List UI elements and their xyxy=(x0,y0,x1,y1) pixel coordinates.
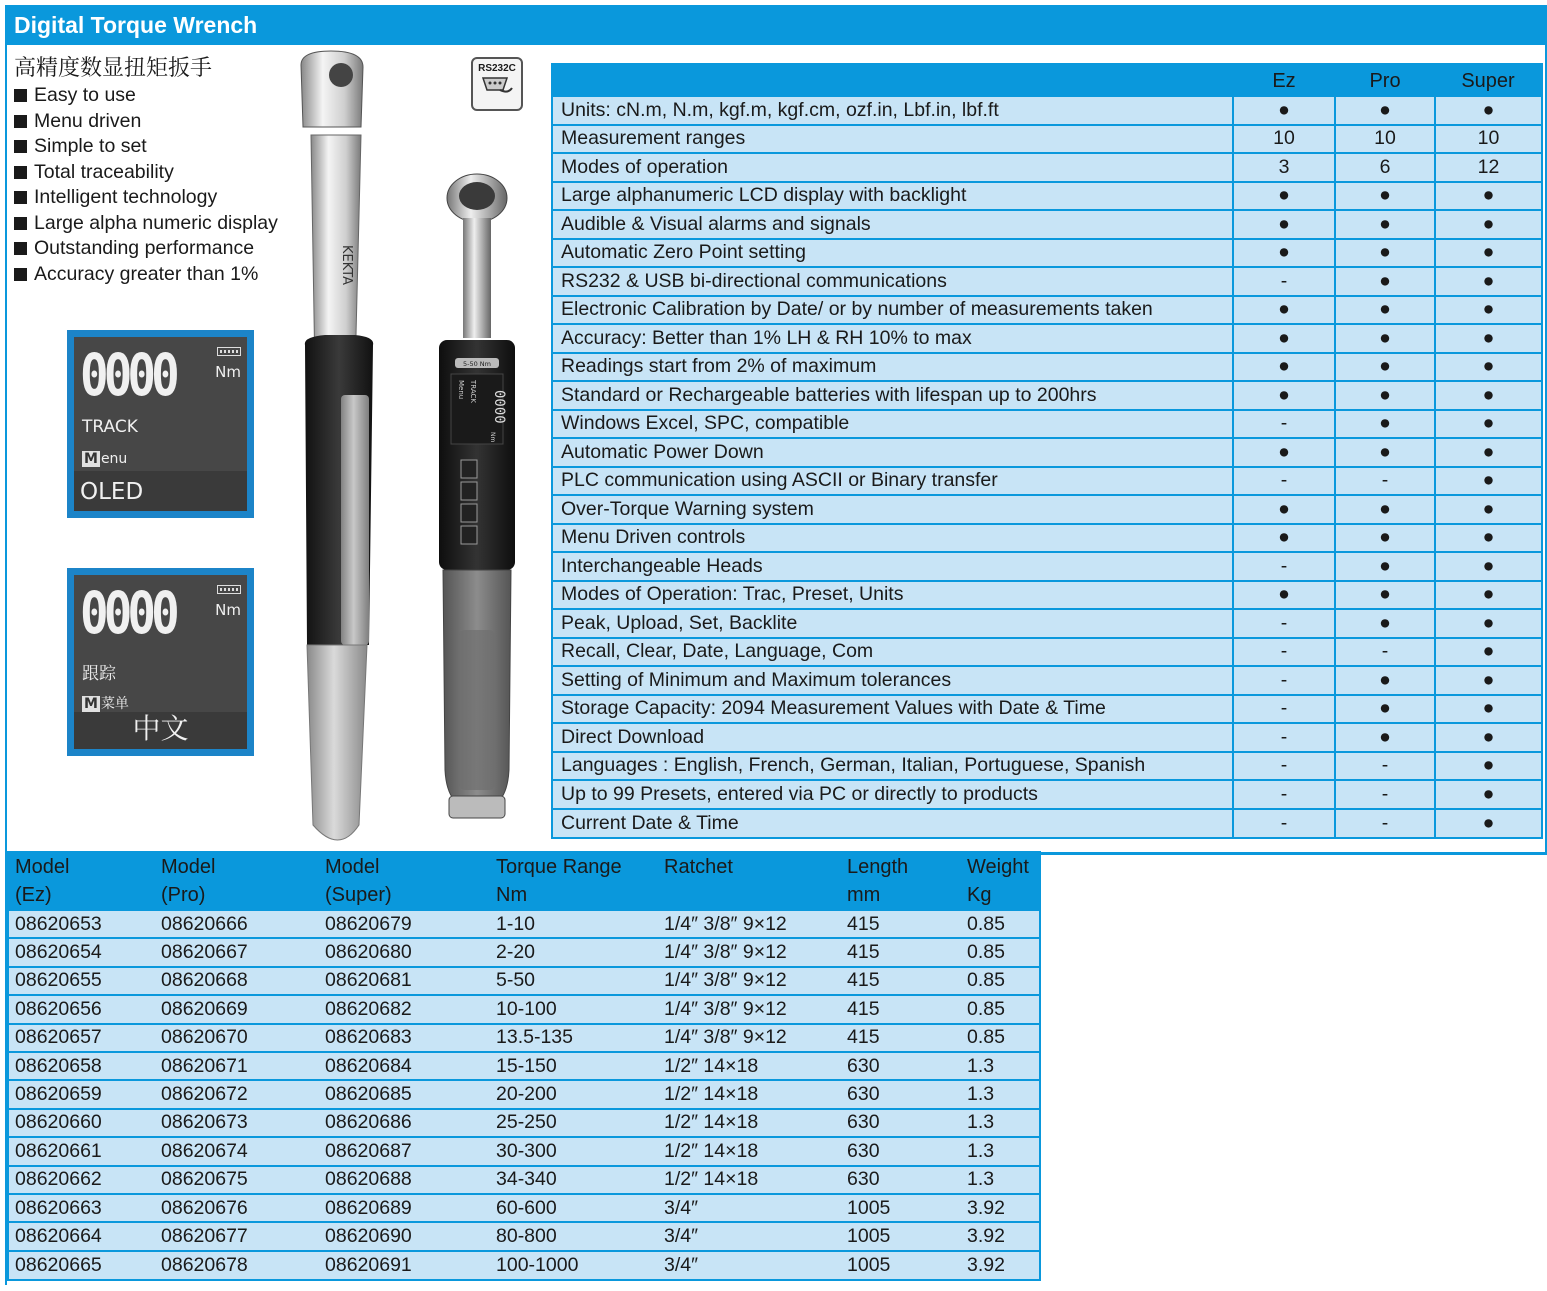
table-cell: 08620685 xyxy=(319,1080,490,1108)
bullet-square-icon xyxy=(14,242,27,255)
table-cell: 1005 xyxy=(841,1251,961,1279)
feature-value: ● xyxy=(1233,210,1335,239)
table-row xyxy=(553,296,1541,325)
display-digits: 0000 xyxy=(80,341,175,409)
feature-name: Units: cN.m, N.m, kgf.m, kgf.cm, ozf.in, Lbf.in, lbf.ft xyxy=(553,96,1233,125)
feature-value: ● xyxy=(1335,495,1435,524)
table-cell: 08620686 xyxy=(319,1109,490,1137)
table-cell: 3.92 xyxy=(961,1194,1039,1222)
table-cell: 08620654 xyxy=(9,938,155,966)
table-cell: 08620661 xyxy=(9,1137,155,1165)
feature-value: ● xyxy=(1233,353,1335,382)
feature-name: Standard or Rechargeable batteries with lifespan up to 200hrs xyxy=(553,381,1233,410)
feature-item xyxy=(14,185,278,211)
model-column-header: Model (Ez) xyxy=(9,851,155,910)
table-cell: 3.92 xyxy=(961,1222,1039,1250)
rs232-icon: RS232C xyxy=(471,57,523,111)
table-cell: 15-150 xyxy=(490,1052,658,1080)
table-cell: 08620677 xyxy=(155,1222,319,1250)
bullet-square-icon xyxy=(14,140,27,153)
table-row xyxy=(553,695,1541,724)
table-cell: 08620662 xyxy=(9,1166,155,1194)
bullet-square-icon xyxy=(14,217,27,230)
table-cell: 08620675 xyxy=(155,1166,319,1194)
table-cell: 1/4″ 3/8″ 9×12 xyxy=(658,1024,841,1052)
table-row xyxy=(553,752,1541,781)
table-cell: 3/4″ xyxy=(658,1251,841,1279)
feature-value: ● xyxy=(1435,752,1541,781)
table-cell: 08620663 xyxy=(9,1194,155,1222)
feature-list xyxy=(14,83,278,287)
feature-name: Windows Excel, SPC, compatible xyxy=(553,410,1233,439)
display-menu: M 菜单 xyxy=(84,696,129,712)
table-cell: 630 xyxy=(841,1080,961,1108)
table-cell: 1/2″ 14×18 xyxy=(658,1080,841,1108)
feature-name: Languages : English, French, German, Italian, Portuguese, Spanish xyxy=(553,752,1233,781)
feature-value: ● xyxy=(1435,809,1541,838)
feature-value: ● xyxy=(1233,296,1335,325)
feature-value: ● xyxy=(1435,581,1541,610)
bullet-square-icon xyxy=(14,89,27,102)
table-row xyxy=(553,495,1541,524)
wrench-image-short xyxy=(427,170,527,830)
feature-name: Current Date & Time xyxy=(553,809,1233,838)
feature-value: ● xyxy=(1435,353,1541,382)
feature-value: ● xyxy=(1335,353,1435,382)
table-row xyxy=(553,609,1541,638)
table-cell: 1005 xyxy=(841,1194,961,1222)
feature-name: Automatic Power Down xyxy=(553,438,1233,467)
feature-name: Modes of Operation: Trac, Preset, Units xyxy=(553,581,1233,610)
feature-name: Audible & Visual alarms and signals xyxy=(553,210,1233,239)
table-cell: 0.85 xyxy=(961,967,1039,995)
table-cell: 08620671 xyxy=(155,1052,319,1080)
feature-value: ● xyxy=(1335,296,1435,325)
feature-value: - xyxy=(1233,809,1335,838)
feature-value: ● xyxy=(1435,552,1541,581)
bullet-square-icon xyxy=(14,115,27,128)
table-cell: 08620679 xyxy=(319,910,490,938)
table-row xyxy=(9,1052,1039,1080)
table-cell: 08620655 xyxy=(9,967,155,995)
feature-value: ● xyxy=(1435,695,1541,724)
feature-value: ● xyxy=(1335,552,1435,581)
table-cell: 0.85 xyxy=(961,995,1039,1023)
feature-value: 3 xyxy=(1233,153,1335,182)
wrench-image-long xyxy=(291,45,381,850)
feature-value: - xyxy=(1335,780,1435,809)
feature-name: Menu Driven controls xyxy=(553,524,1233,553)
feature-name: RS232 & USB bi-directional communications xyxy=(553,267,1233,296)
feature-value: ● xyxy=(1435,410,1541,439)
feature-value: ● xyxy=(1335,438,1435,467)
table-cell: 08620674 xyxy=(155,1137,319,1165)
table-row xyxy=(553,723,1541,752)
table-cell: 3.92 xyxy=(961,1251,1039,1279)
feature-item xyxy=(14,262,278,288)
table-cell: 1005 xyxy=(841,1222,961,1250)
feature-value: ● xyxy=(1435,96,1541,125)
feature-value: - xyxy=(1233,609,1335,638)
table-cell: 34-340 xyxy=(490,1166,658,1194)
feature-item xyxy=(14,211,278,237)
table-row xyxy=(9,1194,1039,1222)
feature-value: ● xyxy=(1233,495,1335,524)
feature-value: ● xyxy=(1233,438,1335,467)
feature-value: - xyxy=(1233,666,1335,695)
feature-name: Recall, Clear, Date, Language, Com xyxy=(553,638,1233,667)
table-row xyxy=(9,995,1039,1023)
feature-value: 10 xyxy=(1435,125,1541,154)
feature-value: ● xyxy=(1435,324,1541,353)
feature-value: ● xyxy=(1335,609,1435,638)
table-cell: 30-300 xyxy=(490,1137,658,1165)
table-cell: 08620678 xyxy=(155,1251,319,1279)
feature-name: Over-Torque Warning system xyxy=(553,495,1233,524)
model-column-header: Ratchet xyxy=(658,851,841,910)
table-row xyxy=(553,96,1541,125)
display-label: OLED xyxy=(80,479,144,505)
table-row xyxy=(553,638,1541,667)
bullet-square-icon xyxy=(14,191,27,204)
table-cell: 1-10 xyxy=(490,910,658,938)
feature-value: ● xyxy=(1335,666,1435,695)
table-cell: 08620689 xyxy=(319,1194,490,1222)
table-cell: 415 xyxy=(841,910,961,938)
battery-icon xyxy=(217,585,241,594)
feature-item xyxy=(14,109,278,135)
chinese-display-image xyxy=(67,568,254,756)
feature-value: - xyxy=(1233,695,1335,724)
table-cell: 415 xyxy=(841,967,961,995)
table-row xyxy=(9,910,1039,938)
table-cell: 630 xyxy=(841,1052,961,1080)
table-cell: 630 xyxy=(841,1166,961,1194)
feature-value: ● xyxy=(1233,524,1335,553)
feature-text: Easy to use xyxy=(34,84,136,106)
table-cell: 08620667 xyxy=(155,938,319,966)
feature-value: ● xyxy=(1335,182,1435,211)
table-row xyxy=(553,809,1541,838)
table-cell: 60-600 xyxy=(490,1194,658,1222)
feature-name: Large alphanumeric LCD display with backlight xyxy=(553,182,1233,211)
feature-name: Up to 99 Presets, entered via PC or directly to products xyxy=(553,780,1233,809)
feature-value: ● xyxy=(1435,210,1541,239)
table-cell: 08620676 xyxy=(155,1194,319,1222)
table-cell: 1.3 xyxy=(961,1166,1039,1194)
model-column-header: Length mm xyxy=(841,851,961,910)
feature-value: ● xyxy=(1435,239,1541,268)
feature-value: - xyxy=(1335,809,1435,838)
bullet-square-icon xyxy=(14,268,27,281)
feature-value: ● xyxy=(1335,324,1435,353)
table-cell: 0.85 xyxy=(961,1024,1039,1052)
table-row xyxy=(553,581,1541,610)
table-cell: 08620687 xyxy=(319,1137,490,1165)
table-row xyxy=(553,467,1541,496)
table-cell: 1/2″ 14×18 xyxy=(658,1109,841,1137)
table-cell: 5-50 xyxy=(490,967,658,995)
table-cell: 3/4″ xyxy=(658,1194,841,1222)
wrench-display-digits: 0000 xyxy=(491,390,507,424)
display-digits: 0000 xyxy=(80,579,175,647)
table-cell: 08620658 xyxy=(9,1052,155,1080)
feature-value: ● xyxy=(1233,96,1335,125)
table-row xyxy=(553,524,1541,553)
page-title: Digital Torque Wrench xyxy=(5,5,1547,45)
table-cell: 08620672 xyxy=(155,1080,319,1108)
table-cell: 08620688 xyxy=(319,1166,490,1194)
table-cell: 08620664 xyxy=(9,1222,155,1250)
feature-value: 10 xyxy=(1233,125,1335,154)
table-row xyxy=(553,666,1541,695)
table-cell: 08620666 xyxy=(155,910,319,938)
feature-value: ● xyxy=(1435,438,1541,467)
feature-text: Menu driven xyxy=(34,109,142,132)
table-cell: 1/4″ 3/8″ 9×12 xyxy=(658,967,841,995)
feature-name: PLC communication using ASCII or Binary transfer xyxy=(553,467,1233,496)
feature-text: Intelligent technology xyxy=(34,186,218,208)
feature-value: ● xyxy=(1233,381,1335,410)
table-row xyxy=(9,967,1039,995)
feature-value: - xyxy=(1233,638,1335,667)
feature-text: Large alpha numeric display xyxy=(34,211,278,234)
table-row xyxy=(553,353,1541,382)
table-cell: 08620670 xyxy=(155,1024,319,1052)
feature-value: ● xyxy=(1435,267,1541,296)
table-row xyxy=(553,267,1541,296)
table-cell: 1/4″ 3/8″ 9×12 xyxy=(658,938,841,966)
table-cell: 25-250 xyxy=(490,1109,658,1137)
table-cell: 3/4″ xyxy=(658,1222,841,1250)
feature-name: Interchangeable Heads xyxy=(553,552,1233,581)
feature-value: ● xyxy=(1435,296,1541,325)
table-row xyxy=(553,182,1541,211)
table-cell: 08620656 xyxy=(9,995,155,1023)
table-cell: 08620660 xyxy=(9,1109,155,1137)
feature-value: ● xyxy=(1335,267,1435,296)
feature-value: ● xyxy=(1335,723,1435,752)
wrench-display-mode: TRACK xyxy=(469,380,477,403)
feature-item xyxy=(14,83,278,109)
table-cell: 08620682 xyxy=(319,995,490,1023)
feature-value: ● xyxy=(1435,723,1541,752)
feature-name: Peak, Upload, Set, Backlite xyxy=(553,609,1233,638)
feature-value: ● xyxy=(1335,524,1435,553)
table-cell: 10-100 xyxy=(490,995,658,1023)
table-row xyxy=(9,1222,1039,1250)
feature-name: Direct Download xyxy=(553,723,1233,752)
table-cell: 08620680 xyxy=(319,938,490,966)
table-row xyxy=(553,552,1541,581)
table-row xyxy=(9,1166,1039,1194)
column-header-pro: Pro xyxy=(1335,63,1435,96)
column-header-super: Super xyxy=(1435,63,1541,96)
table-cell: 2-20 xyxy=(490,938,658,966)
chinese-title: 高精度数显扭矩扳手 xyxy=(14,56,213,81)
table-cell: 415 xyxy=(841,938,961,966)
table-cell: 1/4″ 3/8″ 9×12 xyxy=(658,995,841,1023)
feature-text: Outstanding performance xyxy=(34,237,255,259)
table-row xyxy=(553,410,1541,439)
feature-value: ● xyxy=(1435,182,1541,211)
brand-text: KEKTA xyxy=(339,245,354,286)
model-column-header: Model (Pro) xyxy=(155,851,319,910)
feature-value: 6 xyxy=(1335,153,1435,182)
table-row xyxy=(9,1137,1039,1165)
table-cell: 0.85 xyxy=(961,910,1039,938)
table-row xyxy=(553,324,1541,353)
oled-display-image xyxy=(67,330,254,518)
table-row xyxy=(9,1080,1039,1108)
feature-value: - xyxy=(1233,723,1335,752)
table-row xyxy=(9,1024,1039,1052)
feature-value: ● xyxy=(1233,239,1335,268)
table-row xyxy=(553,438,1541,467)
table-cell: 08620681 xyxy=(319,967,490,995)
table-cell: 08620665 xyxy=(9,1251,155,1279)
table-cell: 630 xyxy=(841,1137,961,1165)
table-cell: 08620653 xyxy=(9,910,155,938)
wrench-display-menu: Menu xyxy=(457,380,465,400)
feature-item xyxy=(14,236,278,262)
wrench-range-label: 5-50 Nm xyxy=(462,360,492,368)
feature-value: ● xyxy=(1435,524,1541,553)
table-cell: 1/2″ 14×18 xyxy=(658,1052,841,1080)
table-row xyxy=(553,239,1541,268)
battery-icon xyxy=(217,347,241,356)
feature-value: ● xyxy=(1335,381,1435,410)
table-cell: 08620668 xyxy=(155,967,319,995)
page-frame xyxy=(5,5,1547,1286)
model-column-header: Weight Kg xyxy=(961,851,1039,910)
display-unit: Nm xyxy=(215,601,241,619)
table-row xyxy=(553,210,1541,239)
table-row xyxy=(553,381,1541,410)
feature-value: - xyxy=(1233,410,1335,439)
table-row xyxy=(553,153,1541,182)
feature-comparison-table xyxy=(551,63,1543,839)
feature-text: Total traceability xyxy=(34,160,174,183)
table-cell: 20-200 xyxy=(490,1080,658,1108)
feature-value: - xyxy=(1233,267,1335,296)
feature-value: ● xyxy=(1435,666,1541,695)
feature-value: ● xyxy=(1233,182,1335,211)
feature-value: - xyxy=(1233,780,1335,809)
display-mode: TRACK xyxy=(82,417,138,437)
table-cell: 1/4″ 3/8″ 9×12 xyxy=(658,910,841,938)
feature-name: Readings start from 2% of maximum xyxy=(553,353,1233,382)
feature-value: ● xyxy=(1233,324,1335,353)
feature-name: Setting of Minimum and Maximum tolerances xyxy=(553,666,1233,695)
table-cell: 1.3 xyxy=(961,1080,1039,1108)
feature-value: - xyxy=(1233,752,1335,781)
feature-name: Accuracy: Better than 1% LH & RH 10% to max xyxy=(553,324,1233,353)
feature-value: - xyxy=(1233,552,1335,581)
bullet-square-icon xyxy=(14,166,27,179)
feature-name: Storage Capacity: 2094 Measurement Values with Date & Time xyxy=(553,695,1233,724)
model-column-header: Torque Range Nm xyxy=(490,851,658,910)
table-cell: 08620691 xyxy=(319,1251,490,1279)
feature-text: Simple to set xyxy=(34,135,147,157)
table-cell: 08620669 xyxy=(155,995,319,1023)
feature-value: ● xyxy=(1233,581,1335,610)
display-menu: M enu xyxy=(84,451,128,467)
feature-value: - xyxy=(1233,467,1335,496)
feature-column-header xyxy=(553,63,1233,96)
feature-name: Automatic Zero Point setting xyxy=(553,239,1233,268)
table-row xyxy=(9,1109,1039,1137)
feature-value: ● xyxy=(1435,467,1541,496)
table-row xyxy=(553,125,1541,154)
feature-name: Electronic Calibration by Date/ or by number of measurements taken xyxy=(553,296,1233,325)
display-label: 中文 xyxy=(132,712,189,745)
feature-value: ● xyxy=(1335,695,1435,724)
feature-item xyxy=(14,134,278,160)
table-row xyxy=(9,938,1039,966)
table-cell: 1/2″ 14×18 xyxy=(658,1166,841,1194)
table-cell: 08620673 xyxy=(155,1109,319,1137)
feature-value: ● xyxy=(1435,780,1541,809)
feature-value: ● xyxy=(1435,638,1541,667)
feature-text: Accuracy greater than 1% xyxy=(34,262,259,285)
feature-value: - xyxy=(1335,467,1435,496)
column-header-ez: Ez xyxy=(1233,63,1335,96)
model-column-header: Model (Super) xyxy=(319,851,490,910)
table-cell: 1.3 xyxy=(961,1137,1039,1165)
table-row xyxy=(553,780,1541,809)
feature-value: ● xyxy=(1435,381,1541,410)
feature-value: ● xyxy=(1335,581,1435,610)
table-cell: 80-800 xyxy=(490,1222,658,1250)
feature-value: 12 xyxy=(1435,153,1541,182)
table-cell: 08620684 xyxy=(319,1052,490,1080)
table-cell: 08620659 xyxy=(9,1080,155,1108)
feature-item xyxy=(14,160,278,186)
table-cell: 415 xyxy=(841,1024,961,1052)
table-cell: 0.85 xyxy=(961,938,1039,966)
feature-value: - xyxy=(1335,638,1435,667)
table-cell: 08620657 xyxy=(9,1024,155,1052)
table-cell: 1.3 xyxy=(961,1109,1039,1137)
table-cell: 13.5-135 xyxy=(490,1024,658,1052)
display-unit: Nm xyxy=(215,363,241,381)
feature-value: 10 xyxy=(1335,125,1435,154)
table-cell: 415 xyxy=(841,995,961,1023)
table-row xyxy=(9,1251,1039,1279)
feature-value: ● xyxy=(1335,239,1435,268)
display-mode: 跟踪 xyxy=(82,664,116,684)
table-cell: 630 xyxy=(841,1109,961,1137)
feature-value: - xyxy=(1335,752,1435,781)
table-cell: 08620690 xyxy=(319,1222,490,1250)
table-cell: 1/2″ 14×18 xyxy=(658,1137,841,1165)
feature-value: ● xyxy=(1435,495,1541,524)
feature-name: Measurement ranges xyxy=(553,125,1233,154)
feature-value: ● xyxy=(1335,96,1435,125)
table-cell: 100-1000 xyxy=(490,1251,658,1279)
table-cell: 08620683 xyxy=(319,1024,490,1052)
model-table xyxy=(7,851,1041,1281)
feature-value: ● xyxy=(1435,609,1541,638)
wrench-display-unit: Nm xyxy=(489,432,496,443)
feature-value: ● xyxy=(1335,210,1435,239)
feature-name: Modes of operation xyxy=(553,153,1233,182)
table-cell: 1.3 xyxy=(961,1052,1039,1080)
feature-value: ● xyxy=(1335,410,1435,439)
